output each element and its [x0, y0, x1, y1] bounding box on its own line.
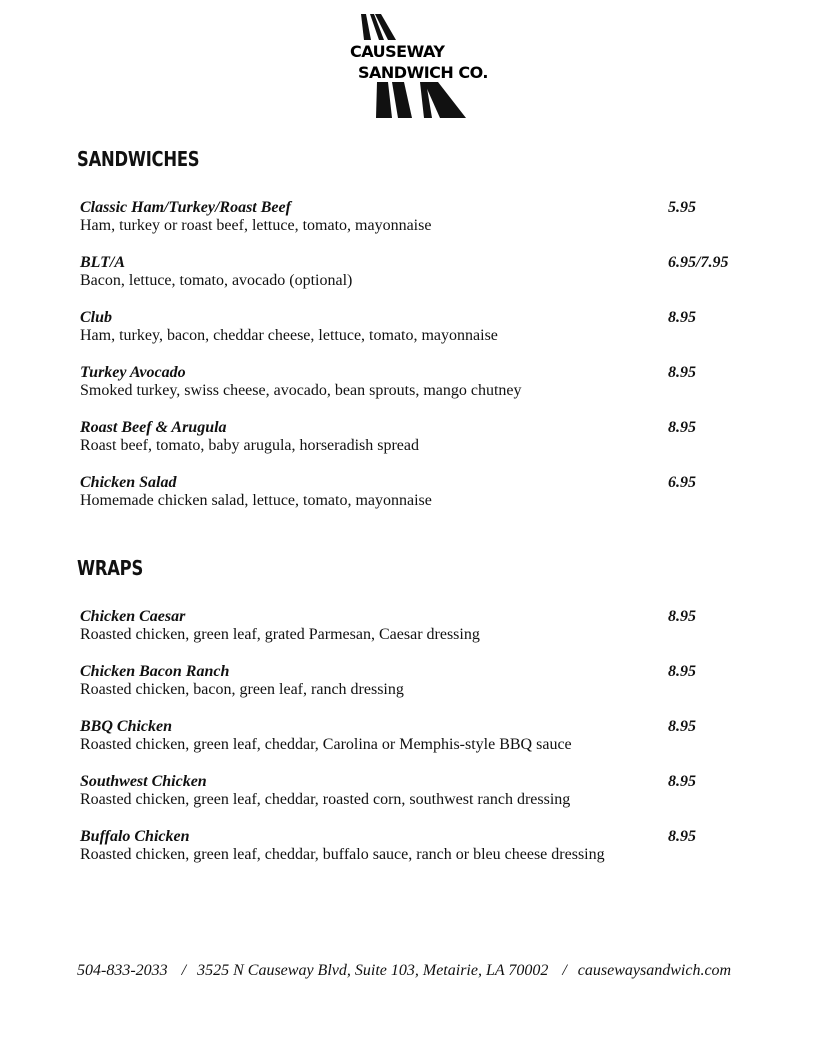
item-name: BLT/A: [80, 254, 126, 271]
item-description: Roasted chicken, green leaf, cheddar, roasted corn, southwest ranch dressing: [80, 791, 571, 808]
road-icon: [340, 14, 488, 120]
item-description: Ham, turkey or roast beef, lettuce, tomato, mayonnaise: [80, 217, 432, 234]
menu-item: [80, 828, 760, 883]
wraps-list: [80, 608, 760, 883]
item-name: Club: [80, 309, 113, 326]
item-name: Buffalo Chicken: [80, 828, 190, 845]
menu-item: [80, 474, 760, 529]
item-price: 8.95: [668, 663, 696, 680]
footer-separator: /: [181, 962, 187, 979]
item-description: Roasted chicken, green leaf, grated Parmesan, Caesar dressing: [80, 626, 480, 643]
item-description: Smoked turkey, swiss cheese, avocado, bean sprouts, mango chutney: [80, 382, 522, 399]
item-description: Roasted chicken, bacon, green leaf, ranch dressing: [80, 681, 404, 698]
item-name: Classic Ham/Turkey/Roast Beef: [80, 199, 291, 216]
menu-item: [80, 718, 760, 773]
address: 3525 N Causeway Blvd, Suite 103, Metairie, LA 70002: [197, 962, 549, 979]
section-title-wraps: WRAPS: [77, 556, 144, 580]
website-link[interactable]: causewaysandwich.com: [577, 962, 732, 979]
item-description: Roasted chicken, green leaf, cheddar, buffalo sauce, ranch or bleu cheese dressing: [80, 846, 605, 863]
brand-line1: CAUSEWAY: [350, 42, 445, 61]
item-price: 8.95: [668, 364, 696, 381]
menu-item: [80, 254, 760, 309]
menu-item: [80, 309, 760, 364]
item-description: Roasted chicken, green leaf, cheddar, Carolina or Memphis-style BBQ sauce: [80, 736, 572, 753]
item-price: 6.95: [668, 474, 696, 491]
item-price: 8.95: [668, 419, 696, 436]
menu-item: [80, 663, 760, 718]
phone-number[interactable]: 504-833-2033: [77, 962, 168, 979]
item-description: Ham, turkey, bacon, cheddar cheese, lettuce, tomato, mayonnaise: [80, 327, 498, 344]
item-description: Homemade chicken salad, lettuce, tomato, mayonnaise: [80, 492, 432, 509]
item-price: 8.95: [668, 608, 696, 625]
item-price: 6.95/7.95: [668, 254, 729, 271]
menu-item: [80, 773, 760, 828]
brand-line2: SANDWICH CO.: [358, 63, 488, 82]
item-name: Roast Beef & Arugula: [80, 419, 227, 436]
item-name: Southwest Chicken: [80, 773, 207, 790]
item-price: 8.95: [668, 828, 696, 845]
menu-item: [80, 419, 760, 474]
section-title-sandwiches: SANDWICHES: [77, 147, 200, 171]
item-name: Chicken Salad: [80, 474, 177, 491]
item-price: 8.95: [668, 309, 696, 326]
menu-item: [80, 608, 760, 663]
sandwiches-list: [80, 199, 760, 529]
item-description: Roast beef, tomato, baby arugula, horseradish spread: [80, 437, 420, 454]
item-name: Chicken Bacon Ranch: [80, 663, 230, 680]
item-name: Chicken Caesar: [80, 608, 186, 625]
item-price: 5.95: [668, 199, 696, 216]
contact-footer: [77, 962, 731, 980]
item-price: 8.95: [668, 718, 696, 735]
brand-logo: [340, 14, 488, 120]
item-name: BBQ Chicken: [80, 718, 173, 735]
menu-item: [80, 364, 760, 419]
menu-item: [80, 199, 760, 254]
footer-separator: /: [562, 962, 567, 979]
item-name: Turkey Avocado: [80, 364, 186, 381]
item-description: Bacon, lettuce, tomato, avocado (optional): [80, 272, 353, 289]
item-price: 8.95: [668, 773, 696, 790]
